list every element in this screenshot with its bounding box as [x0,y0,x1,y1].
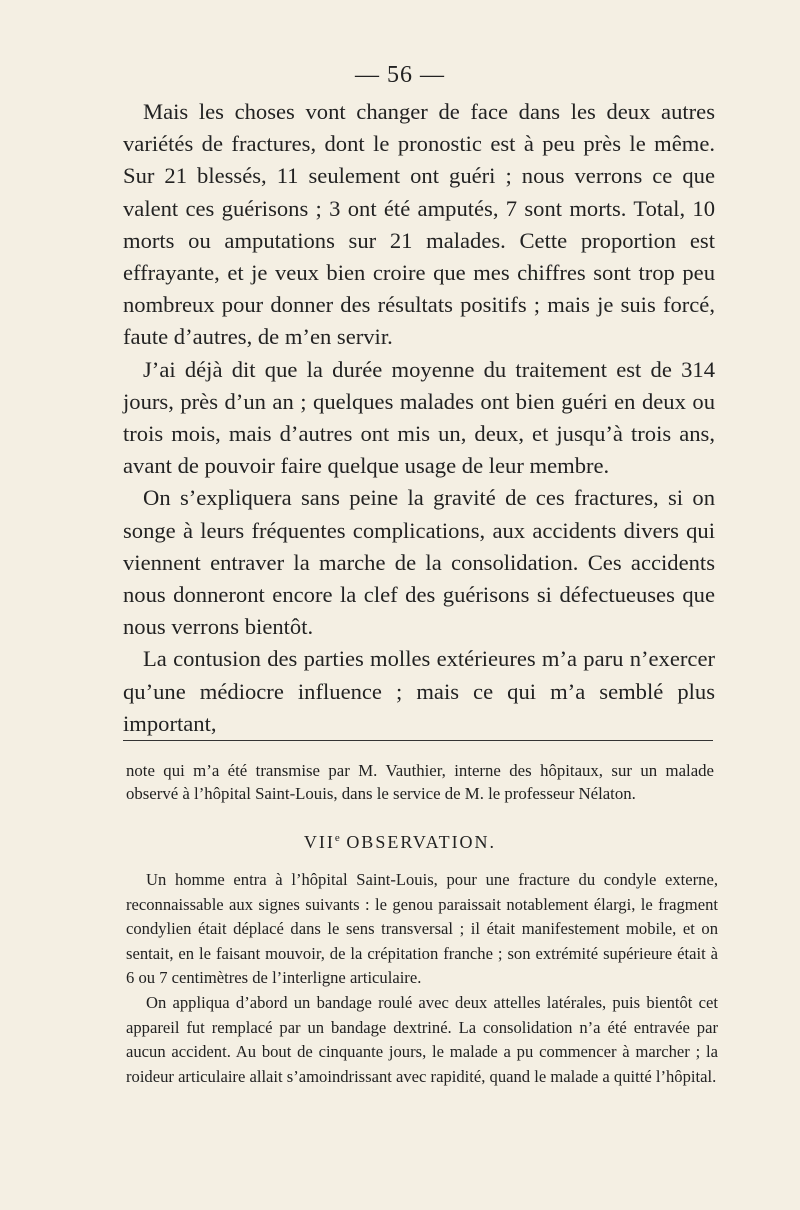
observation-word: OBSERVATION. [339,832,497,852]
observation-paragraph: On appliqua d’abord un bandage roulé avec deux attelles latérales, puis bientôt cet appareil fut remplacé par un bandage dextriné. La consolidation n’a été entravée par aucun accident. Au bout de cinquante jours, le malade a pu commencer à marcher ; la roideur articulaire allait s’amoindrissant avec rapidité, quand le malade a quitté l’hôpital. [126,992,718,1086]
main-paragraph: J’ai déjà dit que la durée moyenne du traitement est de 314 jours, près d’un an ; quelques malades ont bien guéri en deux ou trois mois, mais d’autres ont mis un, deux, et jusqu’à trois ans, avant de pouvoir faire quelque usage de leur membre. [123,356,715,479]
footnote-text: note qui m’a été transmise par M. Vauthier, interne des hôpitaux, sur un malade observé à l’hôpital Saint-Louis, dans le service de M. le professeur Nélaton. [126,761,714,803]
observation-body [126,868,718,1089]
footnote-divider [123,740,713,741]
main-paragraph: Mais les choses vont changer de face dans les deux autres variétés de fractures, dont le pronostic est à peu près le même. Sur 21 blessés, 11 seulement ont guéri ; nous verrons ce que valent ces guérisons ; 3 ont été amputés, 7 sont morts. Total, 10 morts ou amputations sur 21 malades. Cette proportion est effrayante, et je veux bien croire que mes chiffres sont trop peu nombreux pour donner des résultats positifs ; mais je suis forcé, faute d’autres, de m’en servir. [123,99,715,350]
main-paragraph: On s’expliquera sans peine la gravité de ces fractures, si on songe à leurs fréquentes complications, aux accidents divers qui viennent entraver la marche de la consolidation. Ces accidents nous donneront encore la clef des guérisons si défectueuses que nous verrons bientôt. [123,485,715,640]
observation-superscript: e [334,832,340,844]
observation-paragraph: Un homme entra à l’hôpital Saint-Louis, pour une fracture du condyle externe, reconnaissable aux signes suivants : le genou paraissait notablement élargi, le fragment condylien était déplacé dans le sens transversal ; il était manifestement mobile, et on sentait, en le faisant mouvoir, de la crépitation franche ; son extrémité supérieure était à 6 ou 7 centimètres de l’interligne articulaire. [126,870,718,988]
main-paragraph: La contusion des parties molles extérieures m’a paru n’exercer qu’une médiocre influence ; mais ce qui m’a semblé plus important, [123,646,715,736]
observation-heading [0,832,800,853]
page-number: — 56 — [355,62,445,88]
main-text [123,96,715,740]
footnote [126,760,714,805]
observation-numeral: VII [303,832,335,852]
